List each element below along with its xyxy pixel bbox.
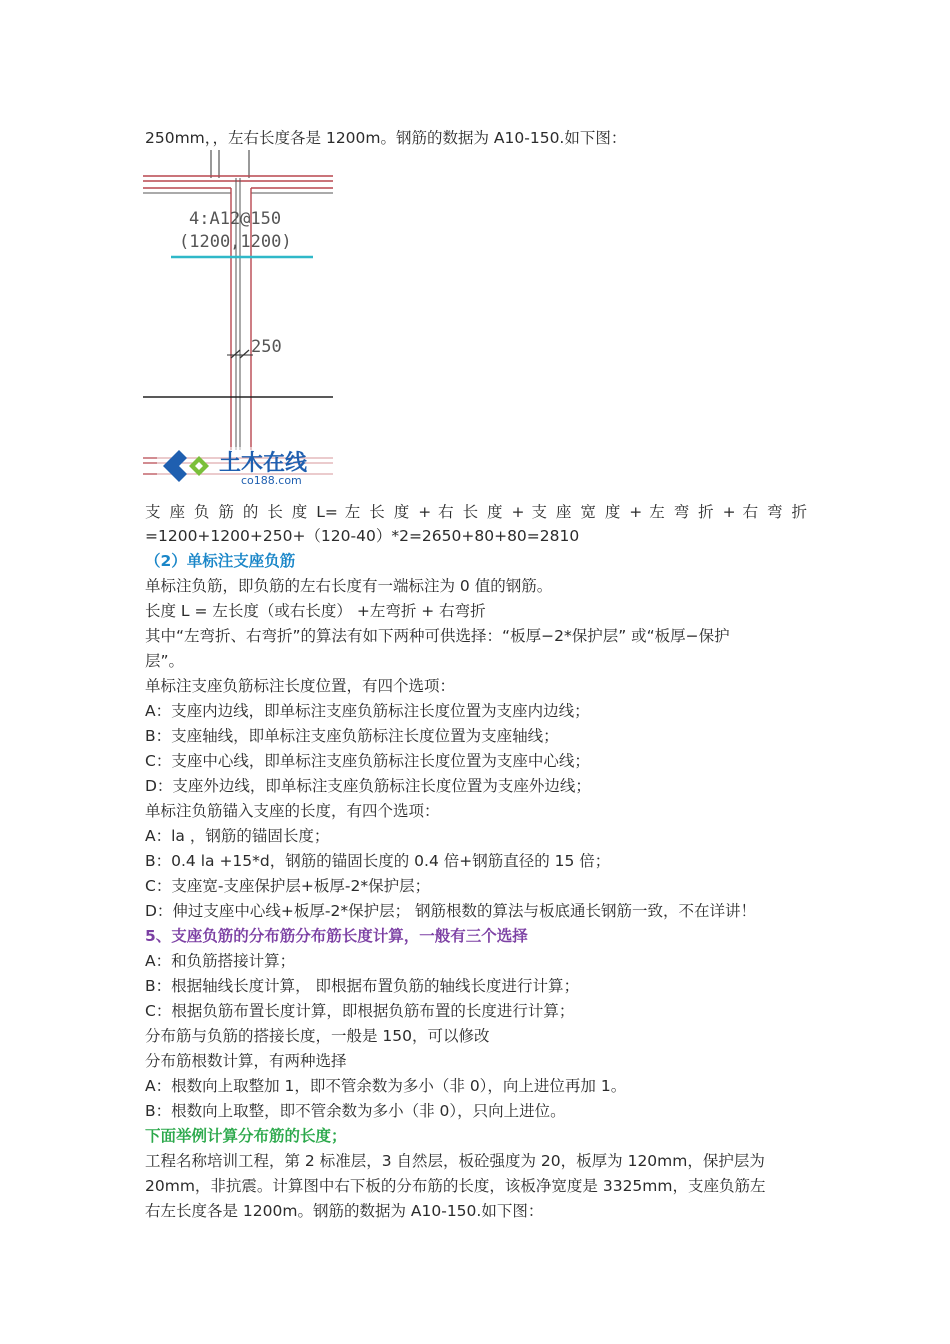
body-line: B：0.4 la +15*d，钢筋的锚固长度的 0.4 倍+钢筋直径的 15 倍； [145,852,611,870]
body-line: 分布筋与负筋的搭接长度，一般是 150，可以修改 [145,1027,490,1045]
body-line: B：根数向上取整，即不管余数为多小（非 0），只向上进位。 [145,1102,566,1120]
body-line: 分布筋根数计算，有两种选择 [145,1052,347,1070]
watermark-cn: 土木在线 [219,451,308,476]
length-label: (1200,1200) [179,232,292,252]
body-line: A：支座内边线，即单标注支座负筋标注长度位置为支座内边线； [145,702,590,720]
body-line: 单标注支座负筋标注长度位置，有四个选项： [145,677,456,695]
body-line: A：la ，钢筋的锚固长度； [145,827,330,845]
body-line: 右左长度各是 1200m。钢筋的数据为 A10-150.如下图： [145,1202,544,1220]
intro-text: 250mm，，左右长度各是 1200m。钢筋的数据为 A10-150.如下图： [145,129,627,147]
body-line: C：支座中心线，即单标注支座负筋标注长度位置为支座中心线； [145,752,590,770]
body-line: B：支座轴线，即单标注支座负筋标注长度位置为支座轴线； [145,727,559,745]
formula-line-2: =1200+1200+250+（120-40）*2=2650+80+80=2810 [145,527,580,545]
body-line: 工程名称培训工程，第 2 标准层，3 自然层，板砼强度为 20，板厚为 120mm，保护层为 [145,1152,765,1170]
body-line: 层”。 [145,652,185,670]
body-line: D：伸过支座中心线+板厚-2*保护层； 钢筋根数的算法与板底通长钢筋一致，不在详讲！ [145,902,757,920]
body-line: D：支座外边线，即单标注支座负筋标注长度位置为支座外边线； [145,777,591,795]
body-line: 其中“左弯折、右弯折”的算法有如下两种可供选择：“板厚−2*保护层” 或“板厚−保护 [145,627,730,645]
watermark-en: co188.com [241,474,302,487]
width-label: 250 [251,337,282,357]
body-line: A：根数向上取整加 1，即不管余数为多小（非 0），向上进位再加 1。 [145,1077,627,1095]
body-line: C：支座宽-支座保护层+板厚-2*保护层； [145,877,431,895]
rebar-label: 4:A12@150 [189,209,282,229]
body-line: 20mm，非抗震。计算图中右下板的分布筋的长度，该板净宽度是 3325mm，支座负筋左 [145,1177,766,1195]
formula-line-1: 支 座 负 筋 的 长 度 L= 左 长 度 + 右 长 度 + 支 座 宽 度 + 左 弯 折 + 右 弯 折 [145,503,807,521]
body-line: 单标注负筋锚入支座的长度，有四个选项： [145,802,440,820]
rebar-diagram [143,150,333,490]
logo [157,447,333,487]
body-line: C：根据负筋布置长度计算，即根据负筋布置的长度进行计算； [145,1002,575,1020]
heading-single-annotation: （2）单标注支座负筋 [145,552,296,570]
heading-distribution: 5、支座负筋的分布筋分布筋长度计算，一般有三个选择 [145,927,528,945]
body-line: 长度 L = 左长度（或右长度） +左弯折 + 右弯折 [145,602,486,620]
heading-example: 下面举例计算分布筋的长度； [145,1127,347,1145]
body-line: B：根据轴线长度计算， 即根据布置负筋的轴线长度进行计算； [145,977,580,995]
body-line: 单标注负筋，即负筋的左右长度有一端标注为 0 值的钢筋。 [145,577,553,595]
body-line: A：和负筋搭接计算； [145,952,296,970]
